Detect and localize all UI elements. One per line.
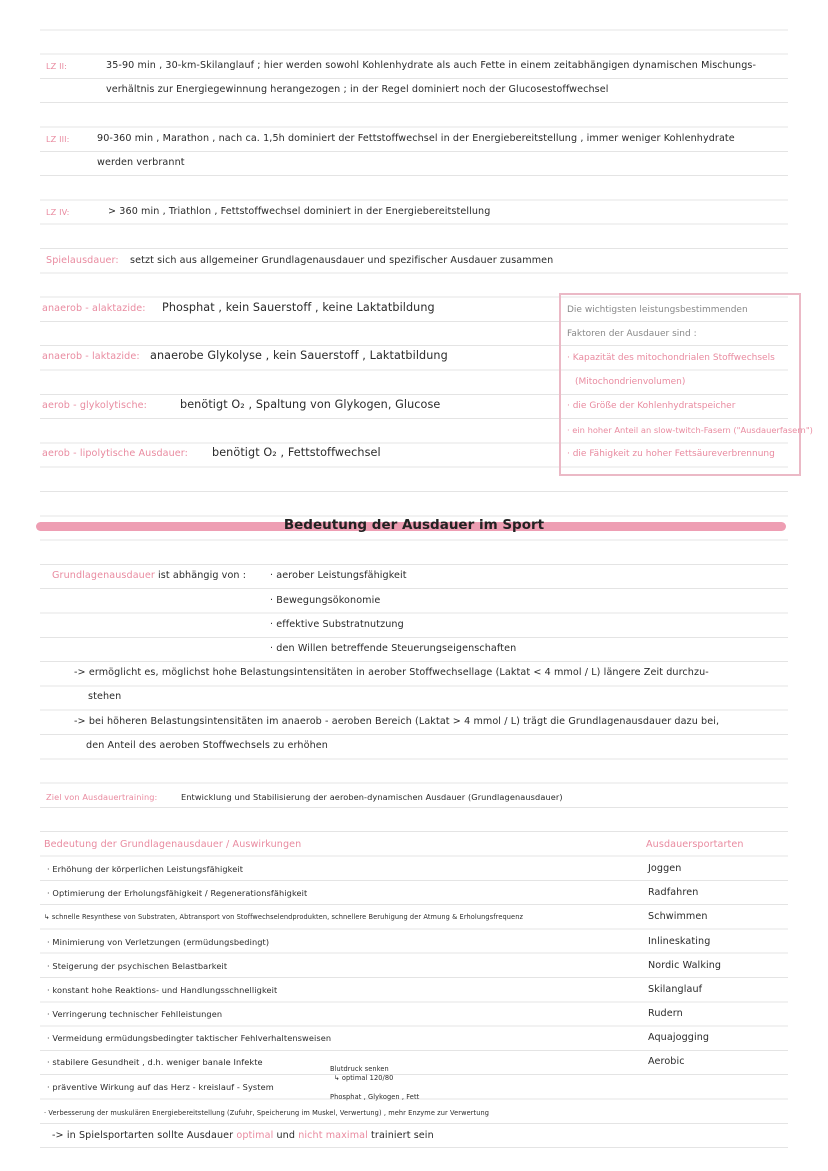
sport-item-4: Inlineskating — [648, 936, 711, 947]
factors-box — [559, 293, 813, 476]
factors-title-cont: Faktoren der Ausdauer sind : — [567, 329, 697, 339]
sport-item-2: Radfahren — [648, 887, 699, 898]
grund-arrow-2: -> bei höheren Belastungsintensitäten im anaerob - aeroben Bereich (Laktat > 4 mmol / L) trägt die Grundlagenausdauer dazu bei, — [74, 716, 720, 727]
lz3-text-cont: werden verbrannt — [97, 157, 185, 168]
bedeutung-note-substrates: Phosphat , Glykogen , Fett — [330, 1093, 420, 1101]
conclusion-post: trainiert sein — [371, 1130, 434, 1141]
sport-item-3: Schwimmen — [648, 911, 708, 922]
spielausdauer-text: setzt sich aus allgemeiner Grundlagenausdauer und spezifischer Ausdauer zusammen — [130, 255, 554, 266]
grund-label: Grundlagenausdauer — [52, 570, 155, 581]
section-title — [0, 517, 828, 533]
grund-item-3: · effektive Substratnutzung — [270, 619, 404, 630]
bedeutung-item-5: · konstant hohe Reaktions- und Handlungsschnelligkeit — [47, 985, 278, 995]
sport-item-8: Aquajogging — [648, 1032, 710, 1043]
bedeutung-note-blutdruck: Blutdruck senken — [330, 1065, 389, 1073]
lz3-text: 90-360 min , Marathon , nach ca. 1,5h dominiert der Fettstoffwechsel in der Energiebereitstellung , immer weniger Kohlenhydrate — [97, 133, 735, 144]
bedeutung-item-7: · Vermeidung ermüdungsbedingter taktischer Fehlverhaltensweisen — [47, 1033, 332, 1043]
bedeutung-item-10: · Verbesserung der muskulären Energiebereitstellung (Zufuhr, Speicherung im Muskel, Verwertung) , mehr Enzyme zur Verwertung — [44, 1109, 490, 1117]
grund-item-2: · Bewegungsökonomie — [270, 595, 381, 606]
bedeutung-note-optimal: ↳ optimal 120/80 — [334, 1074, 394, 1082]
factor-mitochondria: · Kapazität des mitochondrialen Stoffwechsels — [567, 353, 775, 363]
lz4-label: LZ IV: — [46, 207, 70, 217]
sportarten-label: Ausdauersportarten — [646, 839, 744, 850]
form-text-glykolytisch: benötigt O₂ , Spaltung von Glykogen, Glucose — [180, 398, 441, 411]
factor-slow-twitch: · ein hoher Anteil an slow-twitch-Fasern ("Ausdauerfasern") — [567, 425, 813, 435]
lz2-text-cont: verhältnis zur Energiegewinnung herangezogen ; in der Regel dominiert noch der Glucosestoffwechsel — [106, 84, 609, 95]
sport-item-1: Joggen — [648, 863, 682, 874]
lz2-text: 35-90 min , 30-km-Skilanglauf ; hier werden sowohl Kohlenhydrate als auch Fette in einem zeitabhängigen dynamischen Mischungs- — [106, 60, 757, 71]
bedeutung-item-1: · Erhöhung der körperlichen Leistungsfähigkeit — [47, 864, 244, 874]
bedeutung-item-6: · Verringerung technischer Fehlleistungen — [47, 1009, 223, 1019]
form-label-glykolytisch: aerob - glykolytische: — [42, 400, 148, 411]
form-text-lipolytisch: benötigt O₂ , Fettstoffwechsel — [212, 446, 381, 459]
form-text-alaktazid: Phosphat , kein Sauerstoff , keine Laktatbildung — [162, 301, 435, 314]
factors-title: Die wichtigsten leistungsbestimmenden — [567, 305, 748, 315]
bedeutung-item-2: · Optimierung der Erholungsfähigkeit / Regenerationsfähigkeit — [47, 888, 308, 898]
conclusion-und: und — [276, 1130, 296, 1141]
grund-item-4: · den Willen betreffende Steuerungseigenschaften — [270, 643, 517, 654]
bedeutung-item-8: · stabilere Gesundheit , d.h. weniger banale Infekte — [47, 1057, 263, 1067]
ziel-text: Entwicklung und Stabilisierung der aeroben-dynamischen Ausdauer (Grundlagenausdauer) — [181, 792, 563, 802]
bedeutung-item-2-detail: ↳ schnelle Resynthese von Substraten, Abtransport von Stoffwechselendprodukten, schnellere Beruhigung der Atmung & Erholungsfrequenz — [44, 913, 524, 921]
section-title-text: Bedeutung der Ausdauer im Sport — [283, 517, 545, 533]
form-label-lipolytisch: aerob - lipolytische Ausdauer: — [42, 448, 189, 459]
conclusion-optimal: optimal — [236, 1130, 274, 1141]
factor-fat-burning: · die Fähigkeit zu hoher Fettsäureverbrennung — [567, 449, 775, 459]
factor-mitochondria-note: (Mitochondrienvolumen) — [575, 377, 686, 387]
bedeutung-item-4: · Steigerung der psychischen Belastbarkeit — [47, 961, 228, 971]
sport-item-9: Aerobic — [648, 1056, 685, 1067]
spielausdauer-label: Spielausdauer: — [46, 255, 119, 266]
bedeutung-item-3: · Minimierung von Verletzungen (ermüdungsbedingt) — [47, 937, 270, 947]
sport-item-6: Skilanglauf — [648, 984, 703, 995]
lz2-label: LZ II: — [46, 61, 67, 71]
grund-arrow-1: -> ermöglicht es, möglichst hohe Belastungsintensitäten in aerober Stoffwechsellage (Laktat < 4 mmol / L) längere Zeit durchzu- — [74, 667, 709, 678]
grund-item-1: · aerober Leistungsfähigkeit — [270, 570, 407, 581]
sport-item-7: Rudern — [648, 1008, 683, 1019]
grund-arrow-1-cont: stehen — [88, 691, 122, 702]
form-text-laktazid: anaerobe Glykolyse , kein Sauerstoff , Laktatbildung — [150, 349, 448, 362]
lz4-text: > 360 min , Triathlon , Fettstoffwechsel dominiert in der Energiebereitstellung — [108, 206, 491, 217]
conclusion-nicht-maximal: nicht maximal — [298, 1130, 368, 1141]
grund-intro: ist abhängig von : — [158, 570, 247, 581]
form-label-laktazid: anaerob - laktazide: — [42, 351, 140, 362]
factor-carb-storage: · die Größe der Kohlenhydratspeicher — [567, 401, 736, 411]
conclusion-pre: -> in Spielsportarten sollte Ausdauer — [52, 1130, 234, 1141]
lz3-label: LZ III: — [46, 134, 70, 144]
bedeutung-item-9: · präventive Wirkung auf das Herz - kreislauf - System — [47, 1082, 274, 1092]
bedeutung-label: Bedeutung der Grundlagenausdauer / Auswirkungen — [44, 839, 302, 850]
ziel-label: Ziel von Ausdauertraining: — [46, 792, 158, 802]
form-label-alaktazid: anaerob - alaktazide: — [42, 303, 146, 314]
grund-arrow-2-cont: den Anteil des aeroben Stoffwechsels zu erhöhen — [86, 740, 328, 751]
conclusion-line — [52, 1129, 434, 1143]
sport-item-5: Nordic Walking — [648, 960, 722, 971]
